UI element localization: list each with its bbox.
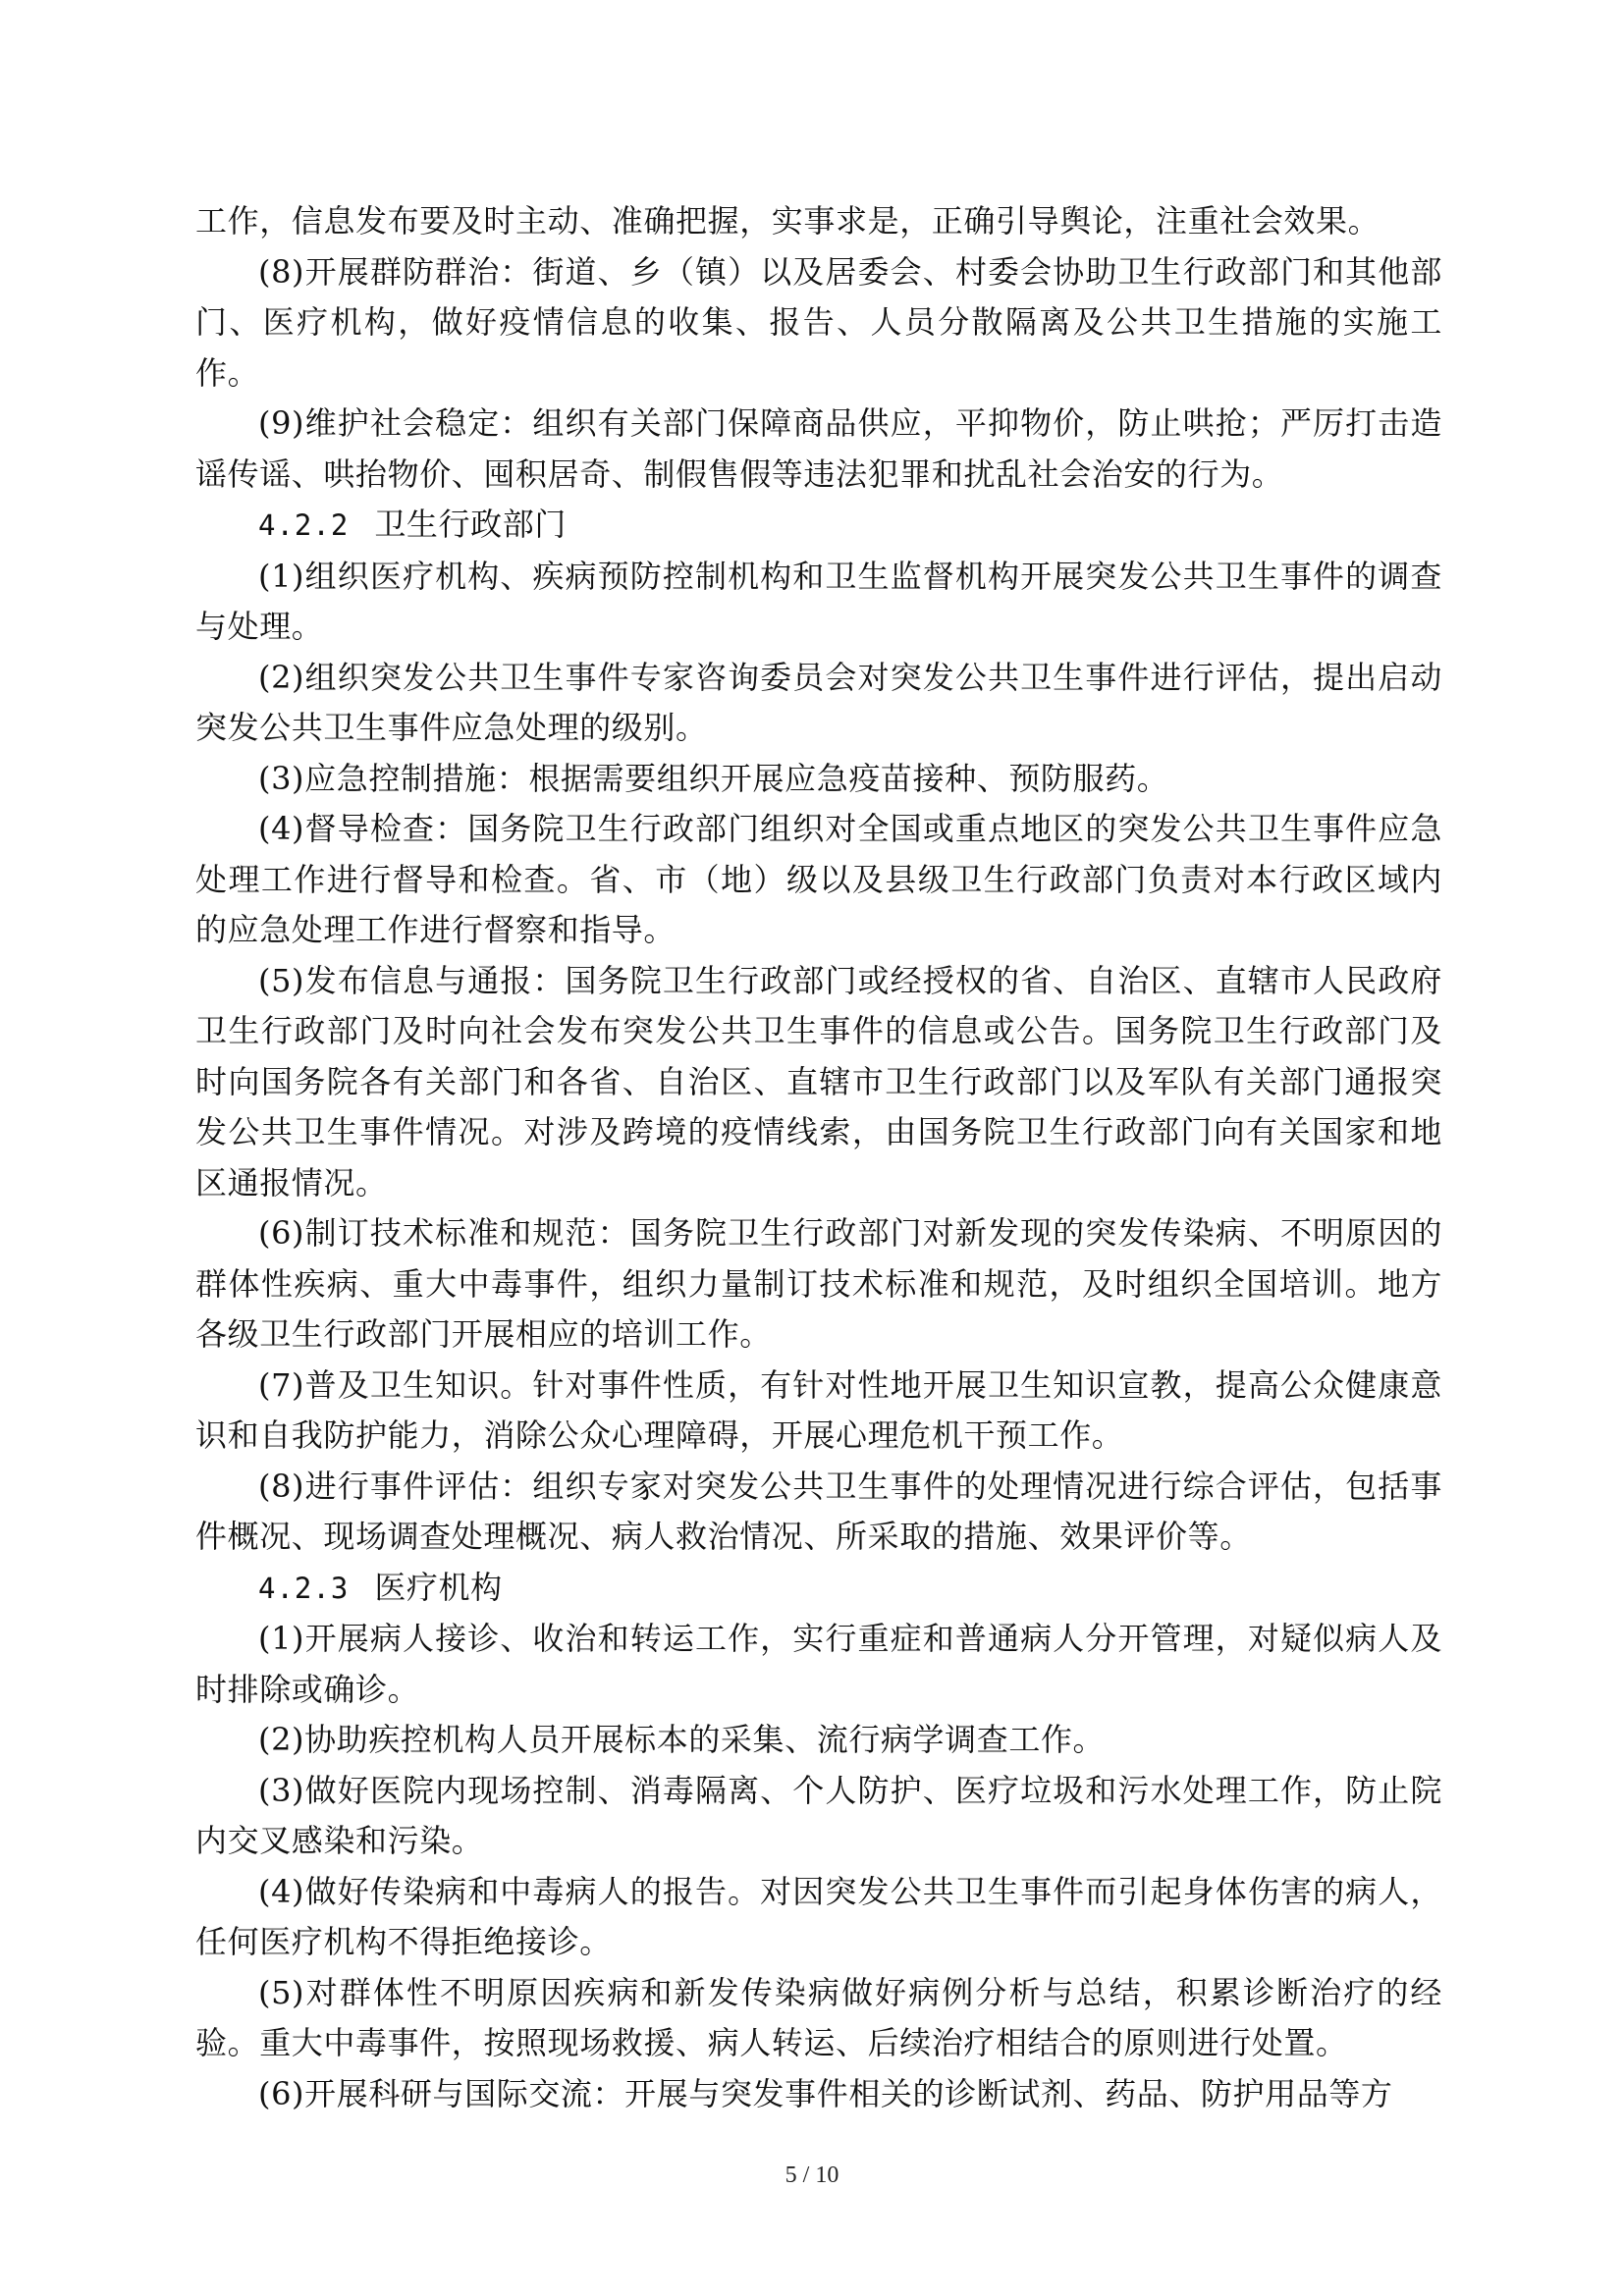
document-body (195, 196, 1442, 2119)
paragraph-supervision: (4)督导检查：国务院卫生行政部门组织对全国或重点地区的突发公共卫生事件应急处理工作进行督导和检查。省、市（地）级以及县级卫生行政部门负责对本行政区域内的应急处理工作进行督察和指导。 (195, 810, 1442, 948)
paragraph-technical-standards: (6)制订技术标准和规范：国务院卫生行政部门对新发现的突发传染病、不明原因的群体性疾病、重大中毒事件，组织力量制订技术标准和规范，及时组织全国培训。地方各级卫生行政部门开展相应的培训工作。 (195, 1214, 1442, 1353)
section-heading-4-2-3 (195, 1563, 1442, 1615)
paragraph-social-stability: (9)维护社会稳定：组织有关部门保障商品供应，平抑物价，防止哄抢；严厉打击造谣传谣、哄抬物价、囤积居奇、制假售假等违法犯罪和扰乱社会治安的行为。 (195, 404, 1442, 493)
paragraph-health-knowledge: (7)普及卫生知识。针对事件性质，有针对性地开展卫生知识宣教，提高公众健康意识和自我防护能力，消除公众心理障碍，开展心理危机干预工作。 (195, 1365, 1442, 1454)
paragraph-event-evaluation: (8)进行事件评估：组织专家对突发公共卫生事件的处理情况进行综合评估，包括事件概况、现场调查处理概况、病人救治情况、所采取的措施、效果评价等。 (195, 1467, 1442, 1555)
section-number: 4.2.3 (258, 1571, 350, 1605)
paragraph-expert-evaluation: (2)组织突发公共卫生事件专家咨询委员会对突发公共卫生事件进行评估，提出启动突发公共卫生事件应急处理的级别。 (195, 658, 1442, 746)
paragraph-reporting: (4)做好传染病和中毒病人的报告。对因突发公共卫生事件而引起身体伤害的病人，任何医疗机构不得拒绝接诊。 (195, 1872, 1442, 1960)
paragraph-continuation: 工作，信息发布要及时主动、准确把握，实事求是，正确引导舆论，注重社会效果。 (195, 202, 1380, 240)
paragraph-emergency-control: (3)应急控制措施：根据需要组织开展应急疫苗接种、预防服药。 (258, 759, 1169, 797)
page-number: 5 / 10 (785, 2163, 839, 2188)
section-heading-4-2-2 (195, 500, 1442, 552)
section-title: 卫生行政部门 (374, 506, 567, 543)
paragraph-investigation: (1)组织医疗机构、疾病预防控制机构和卫生监督机构开展突发公共卫生事件的调查与处理。 (195, 557, 1442, 645)
paragraph-patient-intake: (1)开展病人接诊、收治和转运工作，实行重症和普通病人分开管理，对疑似病人及时排除或确诊。 (195, 1620, 1442, 1708)
paragraph-specimen-collection: (2)协助疾控机构人员开展标本的采集、流行病学调查工作。 (258, 1721, 1106, 1758)
paragraph-hospital-control: (3)做好医院内现场控制、消毒隔离、个人防护、医疗垃圾和污水处理工作，防止院内交叉感染和污染。 (195, 1771, 1442, 1859)
section-title: 医疗机构 (374, 1568, 503, 1606)
section-number: 4.2.2 (258, 508, 350, 542)
paragraph-research-exchange: (6)开展科研与国际交流：开展与突发事件相关的诊断试剂、药品、防护用品等方 (258, 2074, 1393, 2112)
paragraph-mass-prevention: (8)开展群防群治：街道、乡（镇）以及居委会、村委会协助卫生行政部门和其他部门、医疗机构，做好疫情信息的收集、报告、人员分散隔离及公共卫生措施的实施工作。 (195, 252, 1442, 392)
paragraph-information-release: (5)发布信息与通报：国务院卫生行政部门或经授权的省、自治区、直辖市人民政府卫生行政部门及时向社会发布突发公共卫生事件的信息或公告。国务院卫生行政部门及时向国务院各有关部门和各省、自治区、直辖市卫生行政部门以及军队有关部门通报突发公共卫生事件情况。对涉及跨境的疫情线索，由国务院卫生行政部门向有关国家和地区通报情况。 (195, 961, 1442, 1201)
paragraph-case-analysis: (5)对群体性不明原因疾病和新发传染病做好病例分析与总结，积累诊断治疗的经验。重大中毒事件，按照现场救援、病人转运、后续治疗相结合的原则进行处置。 (195, 1973, 1442, 2061)
